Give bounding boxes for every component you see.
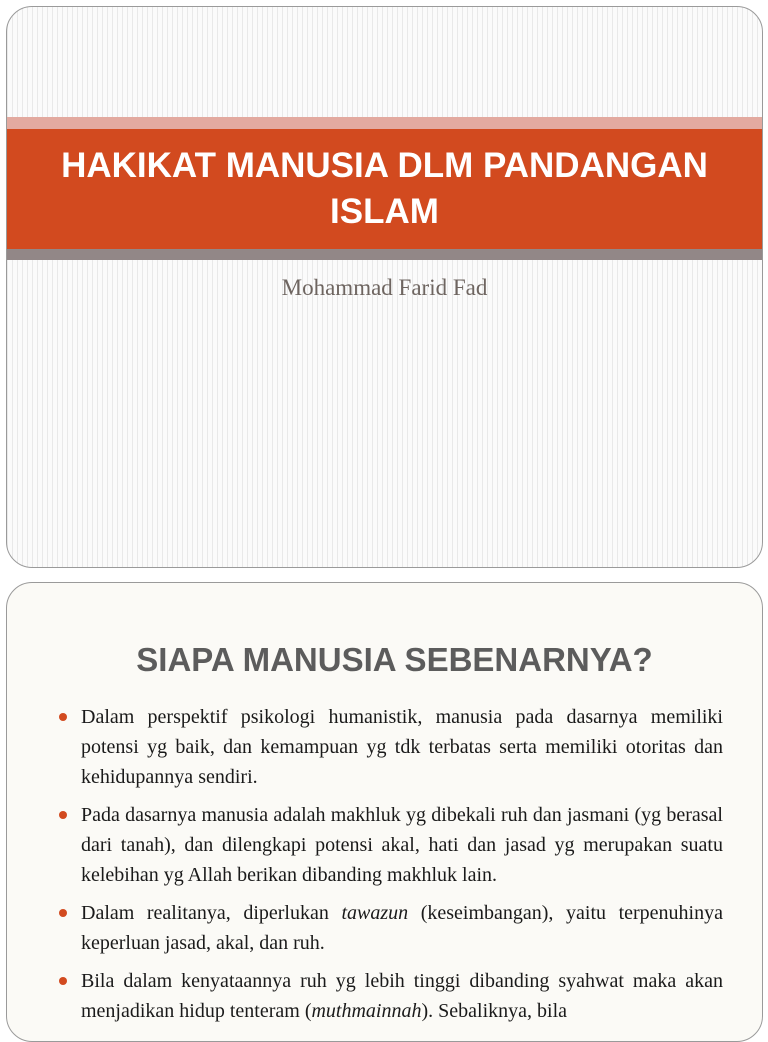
bullet-text-part: Pada dasarnya manusia adalah makhluk yg dibekali ruh dan jasmani (yg berasal dari tanah), dan dilengkapi potensi akal, hati dan jasad yg merupakan suatu kelebihan yg Allah berikan dibanding makhluk lain. (81, 804, 723, 886)
bullet-text (81, 706, 723, 788)
bullet-text (81, 970, 723, 1022)
bullet-text-italic: muthmainnah (311, 1000, 422, 1022)
bullet-list (57, 702, 723, 1034)
content-slide-heading: SIAPA MANUSIA SEBENARNYA? (136, 641, 653, 678)
title-band (7, 129, 762, 249)
bullet-dot-icon (59, 713, 67, 721)
bullet-dot-icon (59, 909, 67, 917)
bullet-item (57, 898, 723, 958)
bullet-text (81, 902, 723, 954)
content-slide (6, 582, 763, 1042)
bullet-item (57, 966, 723, 1026)
title-band-accent-top (7, 117, 762, 129)
slide-title: HAKIKAT MANUSIA DLM PANDANGAN ISLAM (61, 146, 708, 231)
title-band-accent-bottom (7, 249, 762, 260)
bullet-dot-icon (59, 977, 67, 985)
slide-subtitle: Mohammad Farid Fad (281, 275, 488, 300)
bullet-item (57, 800, 723, 890)
bullet-text-part: (keseimbangan), yaitu terpenuhinya keperluan jasad, akal, dan ruh. (81, 902, 723, 954)
bullet-text-part: Dalam perspektif psikologi humanistik, manusia pada dasarnya memiliki potensi yg baik, dan kemampuan yg tdk terbatas serta memiliki otoritas dan kehidupannya sendiri. (81, 706, 723, 788)
bullet-text-part: Bila dalam kenyataannya ruh yg lebih tinggi dibanding syahwat maka akan menjadikan hidup tenteram ( (81, 970, 723, 1022)
bullet-text (81, 804, 723, 886)
bullet-item (57, 702, 723, 792)
bullet-dot-icon (59, 811, 67, 819)
bullet-text-part: Dalam realitanya, diperlukan (81, 902, 342, 924)
bullet-text-italic: tawazun (341, 902, 409, 924)
bullet-text-part: ). Sebaliknya, bila (421, 1000, 568, 1022)
title-slide (6, 6, 763, 568)
